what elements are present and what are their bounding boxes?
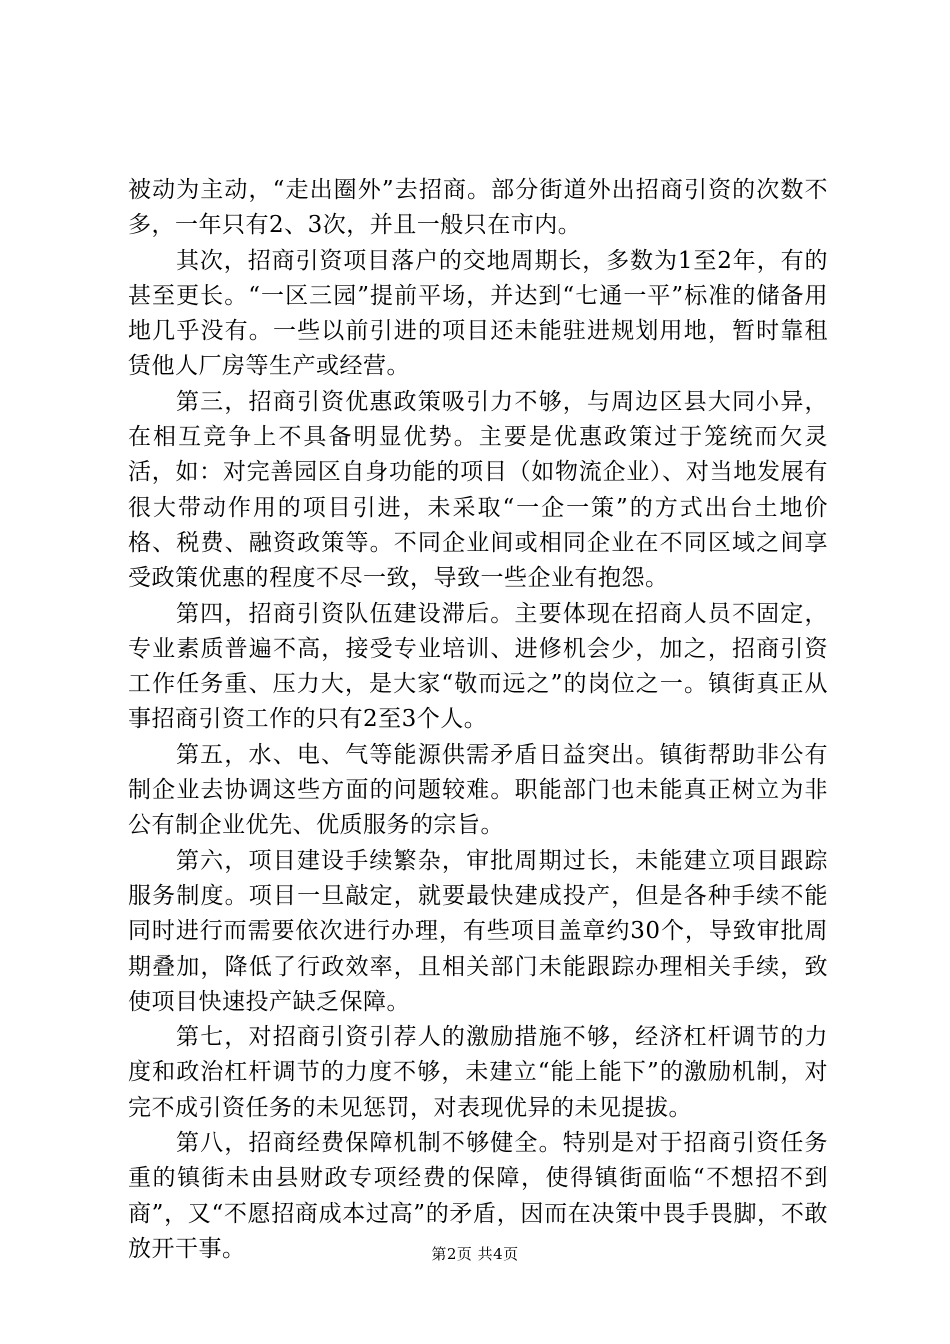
- paragraph-second-point: 其次，招商引资项目落户的交地周期长，多数为1至2年，有的甚至更长。“一区三园”提前平场，并达到“七通一平”标准的储备用地几乎没有。一些以前引进的项目还未能驻进规划用地，暂时靠租赁他人厂房等生产或经营。: [128, 247, 828, 380]
- paragraph-continuation: 被动为主动，“走出圈外”去招商。部分街道外出招商引资的次数不多，一年只有2、3次，并且一般只在市内。: [128, 177, 828, 239]
- paragraph-seventh-point: 第七，对招商引资引荐人的激励措施不够，经济杠杆调节的力度和政治杠杆调节的力度不够，未建立“能上能下”的激励机制，对完不成引资任务的未见惩罚，对表现优异的未见提拔。: [128, 1024, 828, 1121]
- paragraph-third-point: 第三，招商引资优惠政策吸引力不够，与周边区县大同小异，在相互竞争上不具备明显优势。主要是优惠政策过于笼统而欠灵活，如：对完善园区自身功能的项目（如物流企业）、对当地发展有很大带动作用的项目引进，未采取“一企一策”的方式出台土地价格、税费、融资政策等。不同企业间或相同企业在不同区域之间享受政策优惠的程度不尽一致，导致一些企业有抱怨。: [128, 388, 828, 592]
- paragraph-fourth-point: 第四，招商引资队伍建设滞后。主要体现在招商人员不固定，专业素质普遍不高，接受专业培训、进修机会少，加之，招商引资工作任务重、压力大，是大家“敬而远之”的岗位之一。镇街真正从事招商引资工作的只有2至3个人。: [128, 600, 828, 733]
- document-body: [128, 173, 828, 1267]
- page-number-footer: 第2页 共4页: [431, 1245, 519, 1263]
- paragraph-sixth-point: 第六，项目建设手续繁杂，审批周期过长，未能建立项目跟踪服务制度。项目一旦敲定，就要最快建成投产，但是各种手续不能同时进行而需要依次进行办理，有些项目盖章约30个，导致审批周期叠加，降低了行政效率，且相关部门未能跟踪办理相关手续，致使项目快速投产缺乏保障。: [128, 847, 828, 1015]
- paragraph-fifth-point: 第五，水、电、气等能源供需矛盾日益突出。镇街帮助非公有制企业去协调这些方面的问题较难。职能部门也未能真正树立为非公有制企业优先、优质服务的宗旨。: [128, 741, 828, 839]
- paragraph-eighth-point: 第八，招商经费保障机制不够健全。特别是对于招商引资任务重的镇街未由县财政专项经费的保障，使得镇街面临“不想招不到商”，又“不愿招商成本过高”的矛盾，因而在决策中畏手畏脚，不敢放开干事。: [128, 1130, 828, 1262]
